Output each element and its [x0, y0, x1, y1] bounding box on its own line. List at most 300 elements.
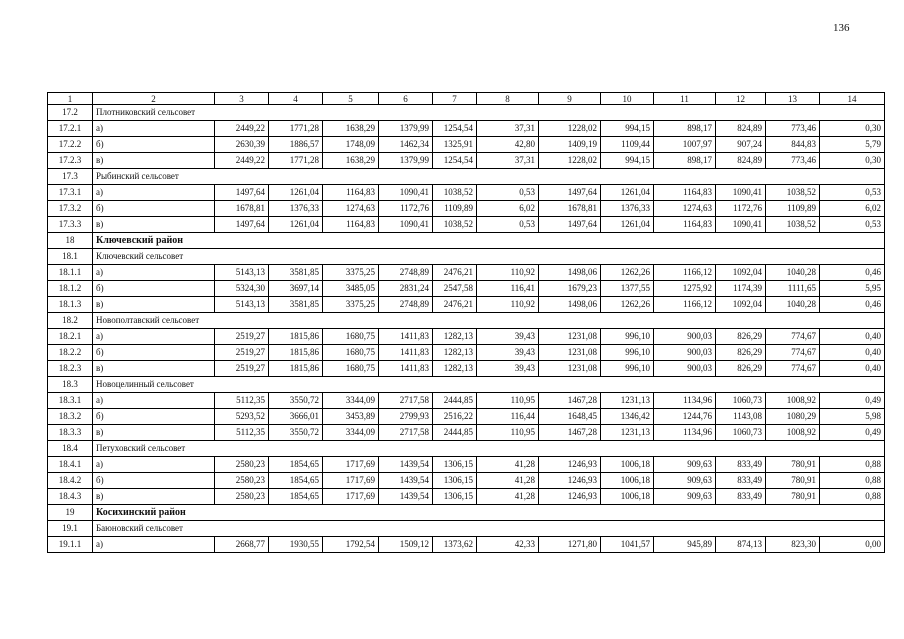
cell-value: 2748,89 — [379, 297, 433, 313]
column-header: 1 — [48, 93, 93, 105]
cell-value: 1164,83 — [654, 217, 716, 233]
cell-value: 898,17 — [654, 153, 716, 169]
section-name: Новоцелинный сельсовет — [93, 377, 885, 393]
cell-value: 1274,63 — [654, 201, 716, 217]
cell-value: 1006,18 — [601, 457, 654, 473]
cell-value: 1134,96 — [654, 393, 716, 409]
cell-value: 1143,08 — [716, 409, 766, 425]
column-header: 10 — [601, 93, 654, 105]
cell-value: 1038,52 — [766, 217, 820, 233]
cell-value: 0,88 — [820, 473, 885, 489]
cell-value: 874,13 — [716, 537, 766, 553]
cell-value: 5293,52 — [215, 409, 269, 425]
row-label: а) — [93, 537, 215, 553]
cell-value: 1246,93 — [539, 473, 601, 489]
cell-value: 2449,22 — [215, 121, 269, 137]
section-name: Ключевский сельсовет — [93, 249, 885, 265]
cell-value: 3697,14 — [269, 281, 323, 297]
cell-value: 1040,28 — [766, 297, 820, 313]
cell-value: 5143,13 — [215, 297, 269, 313]
section-code: 18 — [48, 233, 93, 249]
cell-value: 0,30 — [820, 121, 885, 137]
cell-value: 39,43 — [477, 329, 539, 345]
cell-value: 1411,83 — [379, 329, 433, 345]
section-code: 18.3 — [48, 377, 93, 393]
cell-value: 1282,13 — [433, 329, 477, 345]
cell-value: 900,03 — [654, 329, 716, 345]
cell-value: 826,29 — [716, 361, 766, 377]
column-header: 3 — [215, 93, 269, 105]
section-row — [48, 169, 885, 185]
cell-value: 2831,24 — [379, 281, 433, 297]
cell-value: 1886,57 — [269, 137, 323, 153]
cell-value: 1090,41 — [716, 185, 766, 201]
section-code: 18.2 — [48, 313, 93, 329]
cell-value: 780,91 — [766, 473, 820, 489]
row-label: б) — [93, 409, 215, 425]
cell-value: 774,67 — [766, 361, 820, 377]
section-name: Петуховский сельсовет — [93, 441, 885, 457]
cell-value: 1008,92 — [766, 393, 820, 409]
cell-value: 1060,73 — [716, 425, 766, 441]
cell-value: 5112,35 — [215, 425, 269, 441]
cell-value: 826,29 — [716, 345, 766, 361]
cell-value: 1376,33 — [601, 201, 654, 217]
cell-value: 1467,28 — [539, 393, 601, 409]
column-header: 8 — [477, 93, 539, 105]
cell-value: 3453,89 — [323, 409, 379, 425]
cell-value: 1228,02 — [539, 153, 601, 169]
cell-value: 2449,22 — [215, 153, 269, 169]
cell-value: 1717,69 — [323, 457, 379, 473]
cell-value: 1498,06 — [539, 297, 601, 313]
cell-value: 833,49 — [716, 473, 766, 489]
cell-value: 1166,12 — [654, 297, 716, 313]
region-name: Ключевский район — [93, 233, 885, 249]
cell-value: 1306,15 — [433, 457, 477, 473]
cell-value: 2519,27 — [215, 345, 269, 361]
cell-value: 1080,29 — [766, 409, 820, 425]
cell-value: 1231,08 — [539, 345, 601, 361]
cell-value: 0,40 — [820, 345, 885, 361]
cell-value: 110,92 — [477, 297, 539, 313]
cell-value: 1282,13 — [433, 345, 477, 361]
section-code: 18.1 — [48, 249, 93, 265]
cell-value: 2516,22 — [433, 409, 477, 425]
cell-value: 3581,85 — [269, 265, 323, 281]
table-row — [48, 393, 885, 409]
cell-value: 1509,12 — [379, 537, 433, 553]
cell-value: 1462,34 — [379, 137, 433, 153]
cell-value: 110,95 — [477, 393, 539, 409]
cell-value: 1497,64 — [215, 217, 269, 233]
cell-value: 3581,85 — [269, 297, 323, 313]
cell-value: 41,28 — [477, 457, 539, 473]
cell-value: 1164,83 — [654, 185, 716, 201]
cell-value: 1373,62 — [433, 537, 477, 553]
row-code: 18.4.2 — [48, 473, 93, 489]
cell-value: 3344,09 — [323, 425, 379, 441]
cell-value: 0,00 — [820, 537, 885, 553]
table-row — [48, 425, 885, 441]
cell-value: 116,41 — [477, 281, 539, 297]
cell-value: 1467,28 — [539, 425, 601, 441]
cell-value: 833,49 — [716, 489, 766, 505]
cell-value: 0,49 — [820, 393, 885, 409]
cell-value: 844,83 — [766, 137, 820, 153]
cell-value: 1254,54 — [433, 153, 477, 169]
cell-value: 996,10 — [601, 345, 654, 361]
cell-value: 0,40 — [820, 361, 885, 377]
row-label: а) — [93, 329, 215, 345]
cell-value: 773,46 — [766, 121, 820, 137]
cell-value: 1497,64 — [539, 185, 601, 201]
cell-value: 2444,85 — [433, 393, 477, 409]
cell-value: 994,15 — [601, 153, 654, 169]
cell-value: 0,53 — [477, 217, 539, 233]
row-code: 17.2.2 — [48, 137, 93, 153]
cell-value: 1172,76 — [716, 201, 766, 217]
table-row — [48, 345, 885, 361]
cell-value: 2476,21 — [433, 297, 477, 313]
cell-value: 1231,08 — [539, 361, 601, 377]
cell-value: 2717,58 — [379, 425, 433, 441]
cell-value: 1411,83 — [379, 345, 433, 361]
row-label: в) — [93, 297, 215, 313]
cell-value: 826,29 — [716, 329, 766, 345]
section-name: Новополтавский сельсовет — [93, 313, 885, 329]
cell-value: 1815,86 — [269, 329, 323, 345]
row-code: 18.4.1 — [48, 457, 93, 473]
row-code: 19.1.1 — [48, 537, 93, 553]
cell-value: 1254,54 — [433, 121, 477, 137]
cell-value: 1262,26 — [601, 297, 654, 313]
row-label: а) — [93, 185, 215, 201]
column-header: 5 — [323, 93, 379, 105]
cell-value: 1038,52 — [433, 185, 477, 201]
cell-value: 2580,23 — [215, 457, 269, 473]
cell-value: 0,30 — [820, 153, 885, 169]
section-row — [48, 441, 885, 457]
row-code: 18.2.1 — [48, 329, 93, 345]
cell-value: 1680,75 — [323, 361, 379, 377]
cell-value: 41,28 — [477, 473, 539, 489]
cell-value: 1678,81 — [539, 201, 601, 217]
cell-value: 1040,28 — [766, 265, 820, 281]
cell-value: 5324,30 — [215, 281, 269, 297]
cell-value: 1174,39 — [716, 281, 766, 297]
cell-value: 0,88 — [820, 489, 885, 505]
cell-value: 900,03 — [654, 361, 716, 377]
section-name: Баюновский сельсовет — [93, 521, 885, 537]
cell-value: 1006,18 — [601, 489, 654, 505]
cell-value: 6,02 — [477, 201, 539, 217]
cell-value: 39,43 — [477, 361, 539, 377]
cell-value: 110,92 — [477, 265, 539, 281]
table-row — [48, 489, 885, 505]
table-row — [48, 329, 885, 345]
cell-value: 1111,65 — [766, 281, 820, 297]
row-label: а) — [93, 457, 215, 473]
cell-value: 1038,52 — [766, 185, 820, 201]
cell-value: 1246,93 — [539, 489, 601, 505]
row-label: б) — [93, 473, 215, 489]
cell-value: 0,46 — [820, 297, 885, 313]
cell-value: 1038,52 — [433, 217, 477, 233]
cell-value: 996,10 — [601, 361, 654, 377]
cell-value: 1231,13 — [601, 393, 654, 409]
cell-value: 1379,99 — [379, 153, 433, 169]
section-name: Рыбинский сельсовет — [93, 169, 885, 185]
cell-value: 1346,42 — [601, 409, 654, 425]
row-label: в) — [93, 489, 215, 505]
section-code: 18.4 — [48, 441, 93, 457]
cell-value: 1930,55 — [269, 537, 323, 553]
cell-value: 774,67 — [766, 329, 820, 345]
cell-value: 2580,23 — [215, 489, 269, 505]
cell-value: 2668,77 — [215, 537, 269, 553]
cell-value: 1134,96 — [654, 425, 716, 441]
cell-value: 3550,72 — [269, 393, 323, 409]
cell-value: 1244,76 — [654, 409, 716, 425]
cell-value: 2519,27 — [215, 361, 269, 377]
region-name: Косихинский район — [93, 505, 885, 521]
row-code: 17.3.2 — [48, 201, 93, 217]
column-header: 13 — [766, 93, 820, 105]
cell-value: 1638,29 — [323, 153, 379, 169]
region-row — [48, 505, 885, 521]
section-code: 17.2 — [48, 105, 93, 121]
cell-value: 110,95 — [477, 425, 539, 441]
section-name: Плотниковский сельсовет — [93, 105, 885, 121]
cell-value: 1680,75 — [323, 345, 379, 361]
column-header: 9 — [539, 93, 601, 105]
column-header: 7 — [433, 93, 477, 105]
cell-value: 1271,80 — [539, 537, 601, 553]
cell-value: 1261,04 — [269, 185, 323, 201]
cell-value: 37,31 — [477, 121, 539, 137]
cell-value: 1717,69 — [323, 473, 379, 489]
cell-value: 1166,12 — [654, 265, 716, 281]
table-row — [48, 409, 885, 425]
row-code: 18.3.2 — [48, 409, 93, 425]
cell-value: 1815,86 — [269, 345, 323, 361]
row-label: б) — [93, 281, 215, 297]
cell-value: 1379,99 — [379, 121, 433, 137]
cell-value: 773,46 — [766, 153, 820, 169]
row-code: 18.3.1 — [48, 393, 93, 409]
cell-value: 1109,44 — [601, 137, 654, 153]
row-label: в) — [93, 361, 215, 377]
cell-value: 1680,75 — [323, 329, 379, 345]
section-row — [48, 521, 885, 537]
cell-value: 1792,54 — [323, 537, 379, 553]
row-code: 17.2.3 — [48, 153, 93, 169]
tariff-table — [47, 92, 885, 553]
cell-value: 833,49 — [716, 457, 766, 473]
table-row — [48, 185, 885, 201]
cell-value: 2580,23 — [215, 473, 269, 489]
cell-value: 0,49 — [820, 425, 885, 441]
row-label: б) — [93, 201, 215, 217]
cell-value: 823,30 — [766, 537, 820, 553]
row-label: а) — [93, 265, 215, 281]
table-row — [48, 457, 885, 473]
row-label: в) — [93, 217, 215, 233]
cell-value: 2748,89 — [379, 265, 433, 281]
cell-value: 1231,08 — [539, 329, 601, 345]
header-row — [48, 93, 885, 105]
cell-value: 2519,27 — [215, 329, 269, 345]
cell-value: 1090,41 — [379, 185, 433, 201]
cell-value: 1376,33 — [269, 201, 323, 217]
cell-value: 5,79 — [820, 137, 885, 153]
cell-value: 5,98 — [820, 409, 885, 425]
cell-value: 0,53 — [820, 217, 885, 233]
cell-value: 5112,35 — [215, 393, 269, 409]
cell-value: 900,03 — [654, 345, 716, 361]
cell-value: 1060,73 — [716, 393, 766, 409]
table-row — [48, 201, 885, 217]
row-code: 18.1.2 — [48, 281, 93, 297]
cell-value: 1771,28 — [269, 153, 323, 169]
section-code: 19 — [48, 505, 93, 521]
cell-value: 5,95 — [820, 281, 885, 297]
cell-value: 2476,21 — [433, 265, 477, 281]
cell-value: 39,43 — [477, 345, 539, 361]
table-row — [48, 137, 885, 153]
cell-value: 1409,19 — [539, 137, 601, 153]
row-label: в) — [93, 425, 215, 441]
cell-value: 5143,13 — [215, 265, 269, 281]
cell-value: 1282,13 — [433, 361, 477, 377]
cell-value: 1261,04 — [269, 217, 323, 233]
column-header: 4 — [269, 93, 323, 105]
cell-value: 996,10 — [601, 329, 654, 345]
cell-value: 1306,15 — [433, 473, 477, 489]
cell-value: 1771,28 — [269, 121, 323, 137]
cell-value: 0,40 — [820, 329, 885, 345]
cell-value: 909,63 — [654, 473, 716, 489]
row-code: 17.2.1 — [48, 121, 93, 137]
cell-value: 2444,85 — [433, 425, 477, 441]
cell-value: 2547,58 — [433, 281, 477, 297]
table-row — [48, 281, 885, 297]
cell-value: 1090,41 — [716, 217, 766, 233]
section-row — [48, 249, 885, 265]
section-row — [48, 377, 885, 393]
section-code: 19.1 — [48, 521, 93, 537]
cell-value: 116,44 — [477, 409, 539, 425]
cell-value: 1164,83 — [323, 217, 379, 233]
cell-value: 1678,81 — [215, 201, 269, 217]
cell-value: 1854,65 — [269, 457, 323, 473]
cell-value: 1439,54 — [379, 457, 433, 473]
cell-value: 42,33 — [477, 537, 539, 553]
cell-value: 1092,04 — [716, 297, 766, 313]
cell-value: 1854,65 — [269, 489, 323, 505]
cell-value: 1748,09 — [323, 137, 379, 153]
cell-value: 1164,83 — [323, 185, 379, 201]
cell-value: 1261,04 — [601, 185, 654, 201]
cell-value: 1008,92 — [766, 425, 820, 441]
column-header: 14 — [820, 93, 885, 105]
cell-value: 2799,93 — [379, 409, 433, 425]
cell-value: 907,24 — [716, 137, 766, 153]
cell-value: 1109,89 — [433, 201, 477, 217]
table-row — [48, 265, 885, 281]
cell-value: 1092,04 — [716, 265, 766, 281]
row-code: 17.3.1 — [48, 185, 93, 201]
cell-value: 774,67 — [766, 345, 820, 361]
cell-value: 780,91 — [766, 457, 820, 473]
cell-value: 1041,57 — [601, 537, 654, 553]
table-row — [48, 361, 885, 377]
column-header: 6 — [379, 93, 433, 105]
table-row — [48, 473, 885, 489]
table-row — [48, 121, 885, 137]
cell-value: 1006,18 — [601, 473, 654, 489]
cell-value: 1439,54 — [379, 489, 433, 505]
cell-value: 1262,26 — [601, 265, 654, 281]
cell-value: 909,63 — [654, 489, 716, 505]
cell-value: 41,28 — [477, 489, 539, 505]
row-code: 18.2.2 — [48, 345, 93, 361]
cell-value: 824,89 — [716, 153, 766, 169]
cell-value: 1231,13 — [601, 425, 654, 441]
cell-value: 3485,05 — [323, 281, 379, 297]
cell-value: 1497,64 — [215, 185, 269, 201]
row-code: 18.2.3 — [48, 361, 93, 377]
cell-value: 1717,69 — [323, 489, 379, 505]
cell-value: 2630,39 — [215, 137, 269, 153]
cell-value: 994,15 — [601, 121, 654, 137]
row-code: 18.1.3 — [48, 297, 93, 313]
cell-value: 0,88 — [820, 457, 885, 473]
row-label: в) — [93, 153, 215, 169]
cell-value: 1411,83 — [379, 361, 433, 377]
page-number: 136 — [833, 22, 850, 34]
cell-value: 1090,41 — [379, 217, 433, 233]
column-header: 2 — [93, 93, 215, 105]
cell-value: 3375,25 — [323, 265, 379, 281]
table-row — [48, 297, 885, 313]
cell-value: 1109,89 — [766, 201, 820, 217]
cell-value: 1679,23 — [539, 281, 601, 297]
cell-value: 780,91 — [766, 489, 820, 505]
cell-value: 1228,02 — [539, 121, 601, 137]
table-row — [48, 217, 885, 233]
cell-value: 37,31 — [477, 153, 539, 169]
row-code: 18.3.3 — [48, 425, 93, 441]
cell-value: 1275,92 — [654, 281, 716, 297]
cell-value: 824,89 — [716, 121, 766, 137]
cell-value: 1854,65 — [269, 473, 323, 489]
section-code: 17.3 — [48, 169, 93, 185]
section-row — [48, 105, 885, 121]
row-code: 18.4.3 — [48, 489, 93, 505]
cell-value: 0,53 — [820, 185, 885, 201]
cell-value: 1246,93 — [539, 457, 601, 473]
cell-value: 1497,64 — [539, 217, 601, 233]
row-code: 17.3.3 — [48, 217, 93, 233]
cell-value: 1648,45 — [539, 409, 601, 425]
row-label: б) — [93, 345, 215, 361]
row-label: а) — [93, 121, 215, 137]
cell-value: 1261,04 — [601, 217, 654, 233]
cell-value: 42,80 — [477, 137, 539, 153]
cell-value: 1377,55 — [601, 281, 654, 297]
